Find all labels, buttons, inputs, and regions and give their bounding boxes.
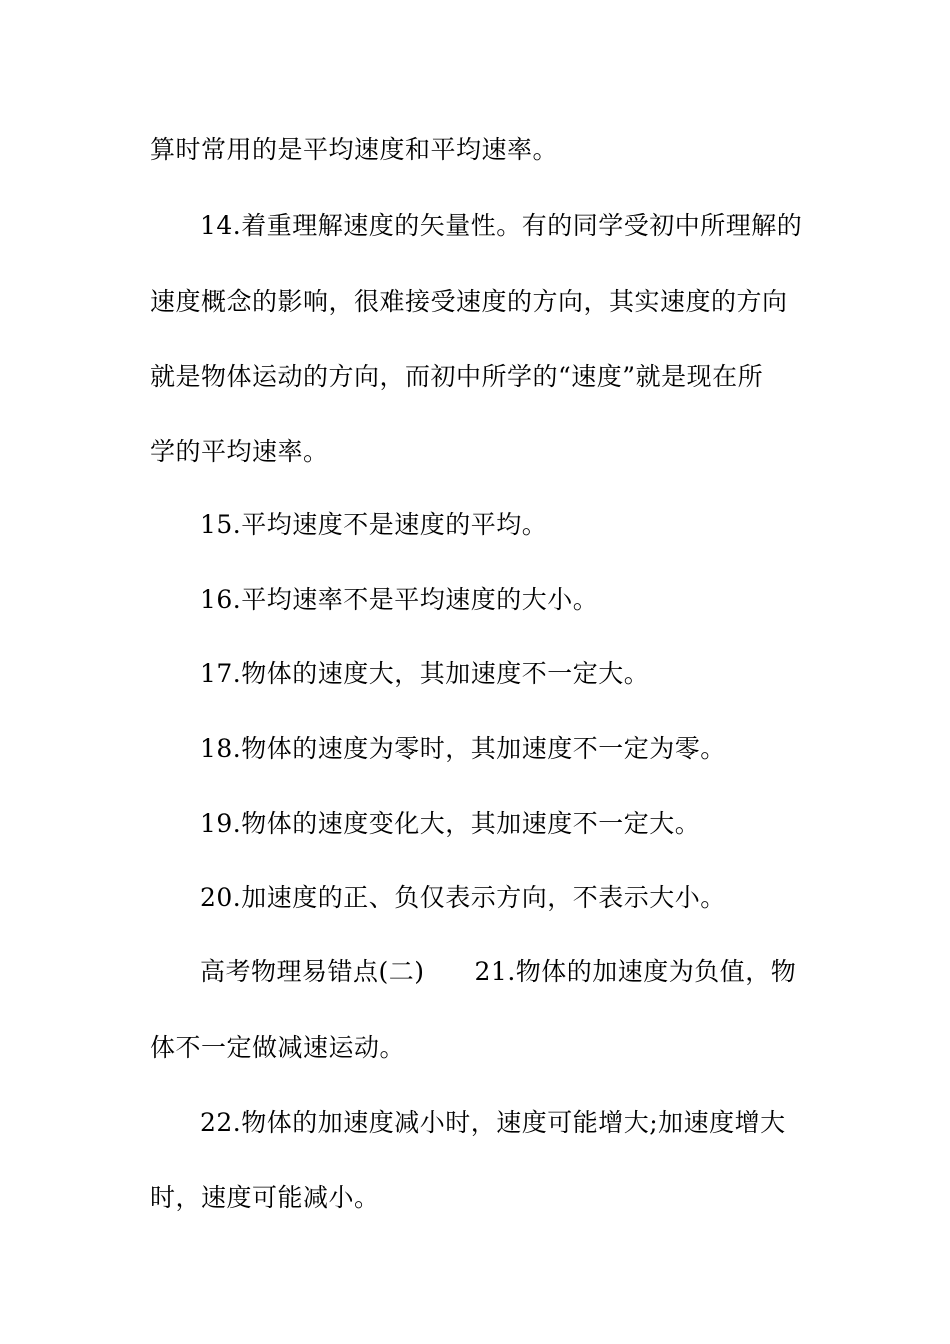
paragraph-text: 21.物体的加速度为负值，物 (474, 957, 797, 986)
paragraph-line: 22.物体的加速度减小时，速度可能增大;加速度增大 (200, 1108, 786, 1137)
paragraph-line: 14.着重理解速度的矢量性。有的同学受初中所理解的 (200, 211, 803, 240)
paragraph-line: 体不一定做减速运动。 (150, 1033, 406, 1062)
paragraph-line: 速度概念的影响，很难接受速度的方向，其实速度的方向 (150, 287, 788, 316)
paragraph-line: 17.物体的速度大，其加速度不一定大。 (200, 659, 650, 688)
paragraph-line: 19.物体的速度变化大，其加速度不一定大。 (200, 809, 701, 838)
paragraph-line: 18.物体的速度为零时，其加速度不一定为零。 (200, 734, 726, 763)
paragraph-line: 算时常用的是平均速度和平均速率。 (150, 135, 559, 164)
paragraph-line: 15.平均速度不是速度的平均。 (200, 510, 548, 539)
paragraph-line-with-heading (200, 956, 860, 988)
paragraph-line: 学的平均速率。 (150, 437, 329, 466)
paragraph-line: 16.平均速率不是平均速度的大小。 (200, 585, 599, 614)
paragraph-line: 20.加速度的正、负仅表示方向，不表示大小。 (200, 883, 726, 912)
paragraph-line: 就是物体运动的方向，而初中所学的“速度”就是现在所 (150, 362, 764, 391)
section-heading: 高考物理易错点(二) (200, 957, 425, 986)
paragraph-line: 时，速度可能减小。 (150, 1183, 380, 1212)
